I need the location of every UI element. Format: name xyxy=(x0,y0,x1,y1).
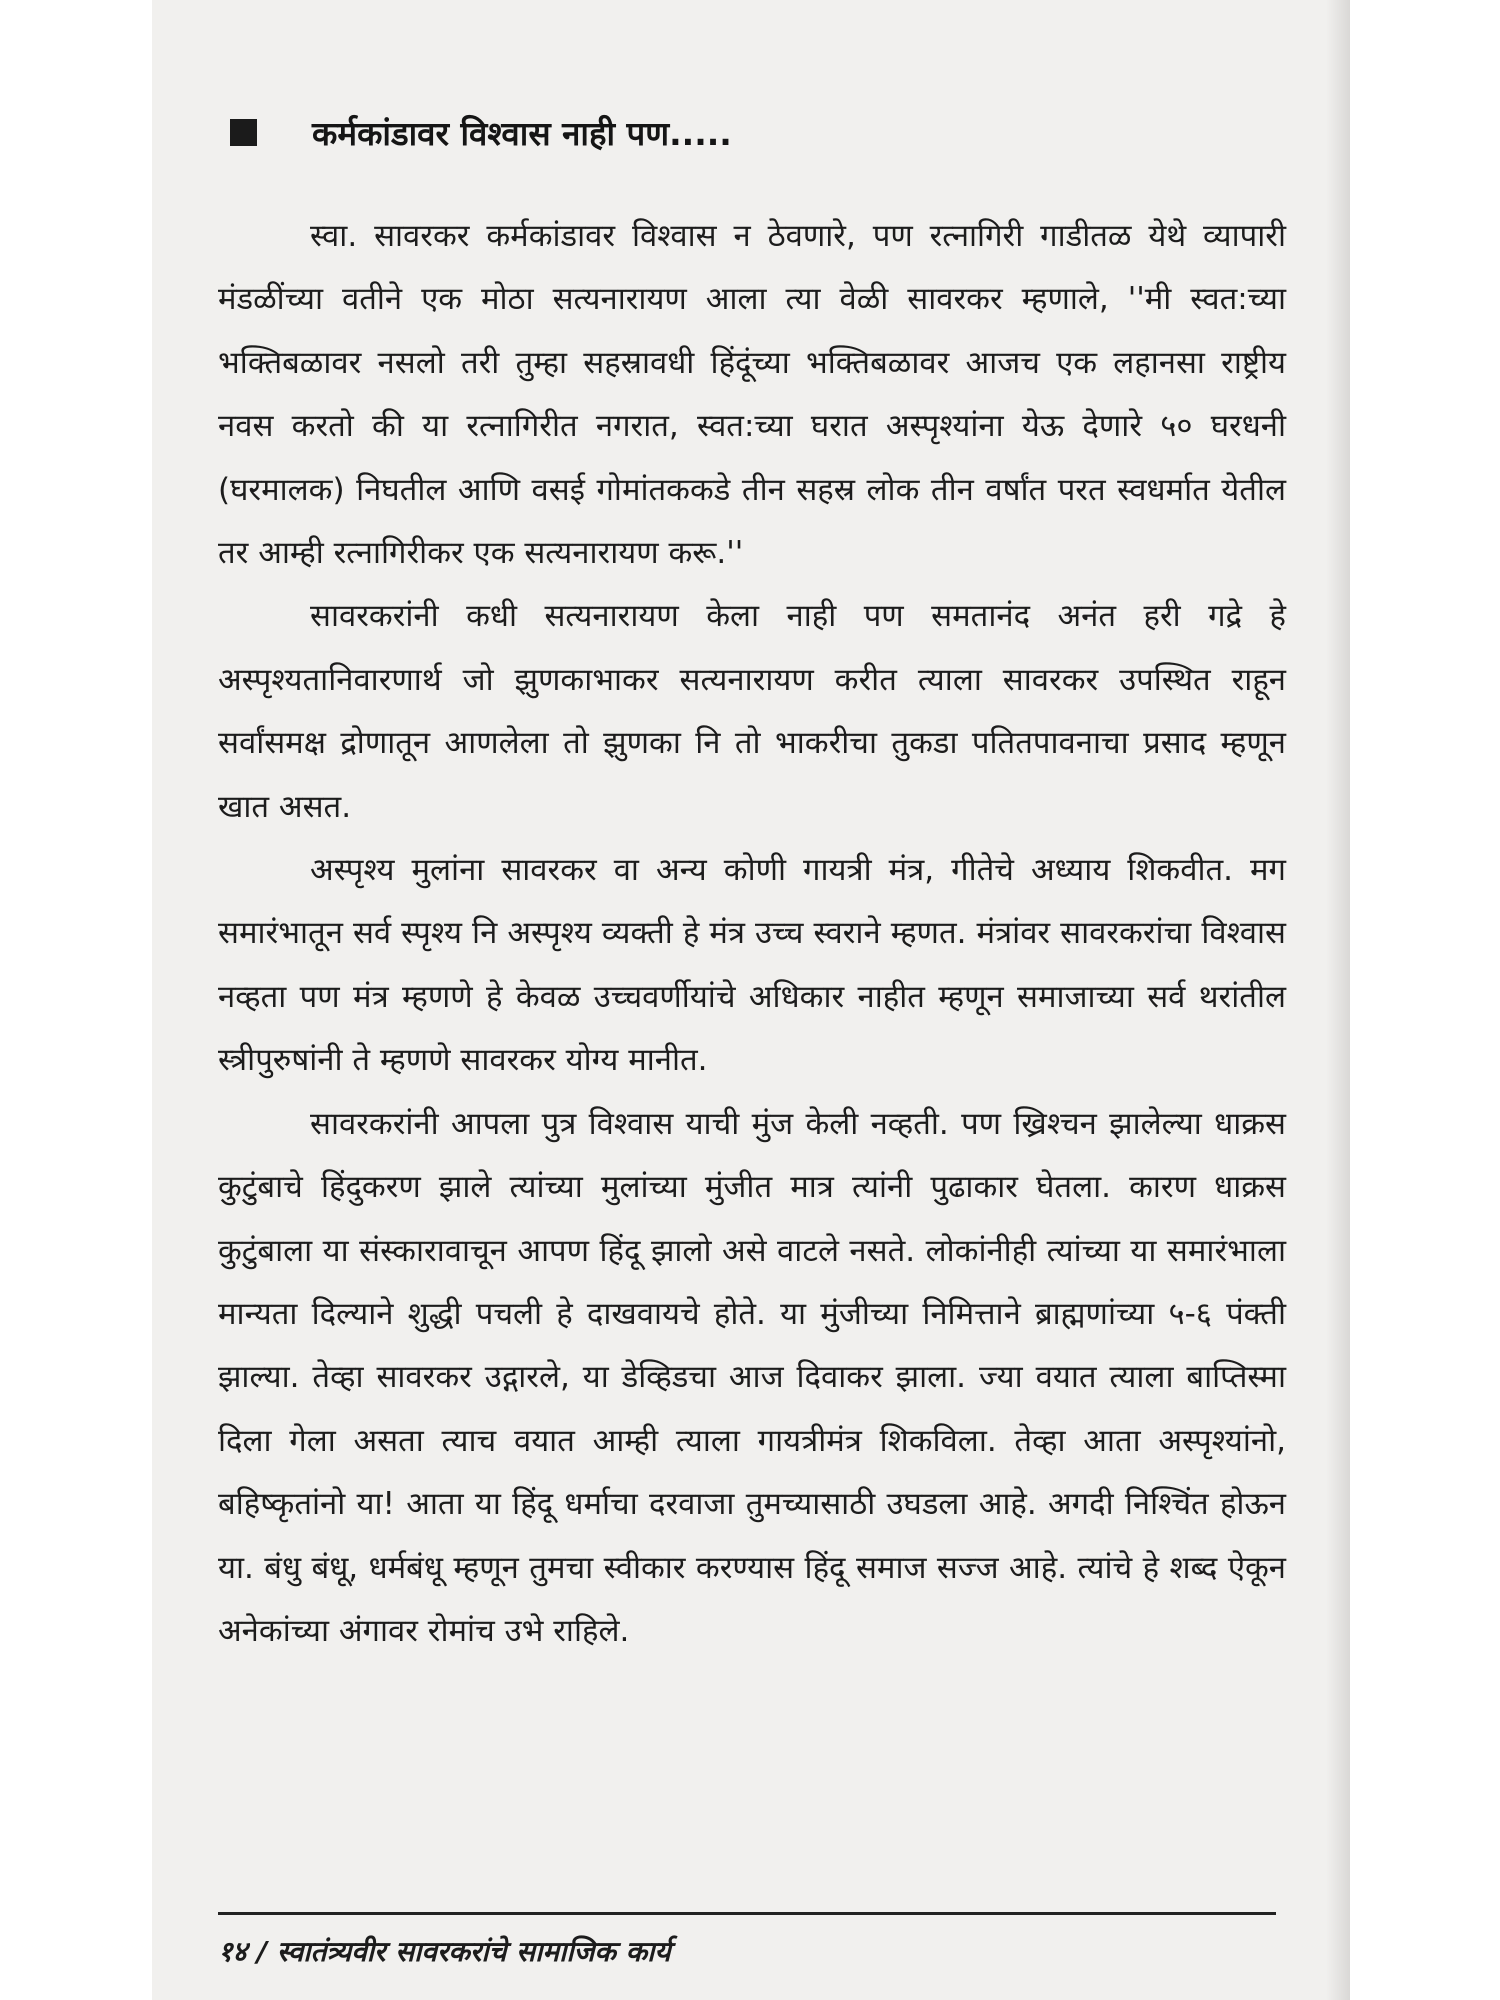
footer-divider xyxy=(218,1912,1276,1915)
page-footer: १४ / स्वातंत्र्यवीर सावरकरांचे सामाजिक कार्य xyxy=(218,1935,671,1968)
paragraph: सावरकरांनी कधी सत्यनारायण केला नाही पण समतानंद अनंत हरी गद्रे हे अस्पृश्यतानिवारणार्थ जो झुणकाभाकर सत्यनारायण करीत त्याला सावरकर उपस्थित राहून सर्वांसमक्ष द्रोणातून आणलेला तो झुणका नि तो भाकरीचा तुकडा पतितपावनाचा प्रसाद म्हणून खात असत. xyxy=(218,598,1286,825)
body-text xyxy=(218,205,1286,1663)
paragraph: सावरकरांनी आपला पुत्र विश्वास याची मुंज केली नव्हती. पण ख्रिश्चन झालेल्या धाक्रस कुटुंबाचे हिंदुकरण झाले त्यांच्या मुलांच्या मुंजीत मात्र त्यांनी पुढाकार घेतला. कारण धाक्रस कुटुंबाला या संस्कारावाचून आपण हिंदू झालो असे वाटले नसते. लोकांनीही त्यांच्या या समारंभाला मान्यता दिल्याने शुद्धी पचली हे दाखवायचे होते. या मुंजीच्या निमित्ताने ब्राह्मणांच्या ५-६ पंक्ती झाल्या. तेव्हा सावरकर उद्गारले, या डेव्हिडचा आज दिवाकर झाला. ज्या वयात त्याला बाप्तिस्मा दिला गेला असता त्याच वयात आम्ही त्याला गायत्रीमंत्र शिकविला. तेव्हा आता अस्पृश्यांनो, बहिष्कृतांनो या! आता या हिंदू धर्माचा दरवाजा तुमच्यासाठी उघडला आहे. अगदी निश्चिंत होऊन या. बंधु बंधू, धर्मबंधू म्हणून तुमचा स्वीकार करण्यास हिंदू समाज सज्ज आहे. त्यांचे हे शब्द ऐकून अनेकांच्या अंगावर रोमांच उभे राहिले. xyxy=(218,1105,1286,1649)
paragraph: स्वा. सावरकर कर्मकांडावर विश्वास न ठेवणारे, पण रत्नागिरी गाडीतळ येथे व्यापारी मंडळींच्या वतीने एक मोठा सत्यनारायण आला त्या वेळी सावरकर म्हणाले, ''मी स्वत:च्या भक्तिबळावर नसलो तरी तुम्हा सहस्रावधी हिंदूंच्या भक्तिबळावर आजच एक लहानसा राष्ट्रीय नवस करतो की या रत्नागिरीत नगरात, स्वत:च्या घरात अस्पृश्यांना येऊ देणारे ५० घरधनी (घरमालक) निघतील आणि वसई गोमांतककडे तीन सहस्र लोक तीन वर्षांत परत स्वधर्मात येतील तर आम्ही रत्नागिरीकर एक सत्यनारायण करू.'' xyxy=(218,218,1286,572)
square-bullet-icon xyxy=(230,119,257,146)
page-edge-shadow xyxy=(1326,0,1350,2000)
heading-text: कर्मकांडावर विश्वास नाही पण..... xyxy=(312,114,732,153)
section-heading xyxy=(230,110,732,155)
paragraph: अस्पृश्य मुलांना सावरकर वा अन्य कोणी गायत्री मंत्र, गीतेचे अध्याय शिकवीत. मग समारंभातून सर्व स्पृश्य नि अस्पृश्य व्यक्ती हे मंत्र उच्च स्वराने म्हणत. मंत्रांवर सावरकरांचा विश्वास नव्हता पण मंत्र म्हणणे हे केवळ उच्चवर्णीयांचे अधिकार नाहीत म्हणून समाजाच्या सर्व थरांतील स्त्रीपुरुषांनी ते म्हणणे सावरकर योग्य मानीत. xyxy=(218,852,1286,1079)
